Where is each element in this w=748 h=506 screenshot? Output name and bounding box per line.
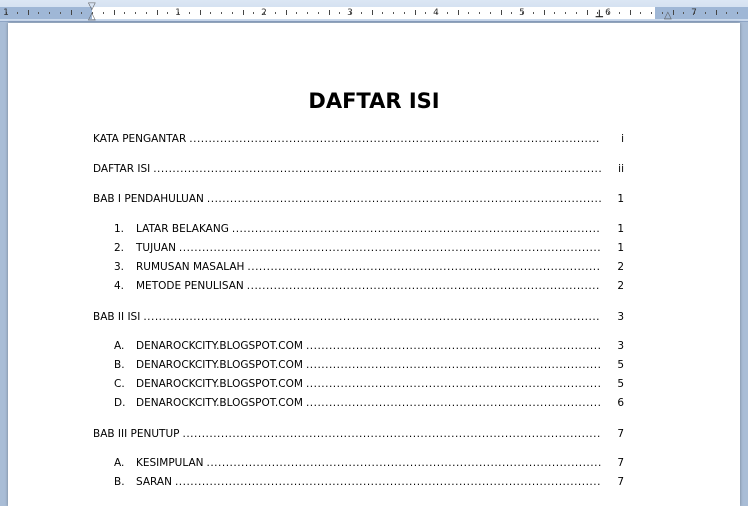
toc-number: A. <box>114 340 125 352</box>
ruler-tick <box>705 12 706 14</box>
toc-page-number: 3 <box>617 311 624 323</box>
toc-entry <box>114 378 604 392</box>
toc-label: DENAROCKCITY.BLOGSPOT.COM <box>136 340 303 352</box>
toc-entry <box>114 340 604 354</box>
toc-page-number: 2 <box>617 280 624 292</box>
ruler-tick <box>630 10 631 15</box>
ruler-tick <box>415 10 416 15</box>
toc-label: SARAN <box>136 476 172 488</box>
ruler-tick <box>404 12 405 14</box>
ruler-tick <box>372 10 373 15</box>
ruler-tick <box>318 12 319 14</box>
ruler-tick <box>726 12 727 14</box>
toc-page-number: 1 <box>617 193 624 205</box>
ruler-tick <box>135 12 136 14</box>
ruler-number: 3 <box>347 8 353 18</box>
right-indent-marker[interactable]: △ <box>664 10 672 21</box>
ruler-tick <box>307 12 308 14</box>
toc-label: DENAROCKCITY.BLOGSPOT.COM <box>136 359 303 371</box>
toc-page-number: 2 <box>617 261 624 273</box>
ruler-tick <box>587 10 588 15</box>
toc-entry <box>114 397 604 411</box>
toc-number: A. <box>114 457 125 469</box>
toc-page-number: 5 <box>617 359 624 371</box>
ruler-tick <box>651 12 652 14</box>
toc-label: DAFTAR ISI <box>93 163 151 175</box>
toc-entry <box>93 428 604 442</box>
toc-number: 4. <box>114 280 125 292</box>
toc-label: BAB I PENDAHULUAN <box>93 193 204 205</box>
ruler-tick <box>544 10 545 15</box>
ruler-tick <box>114 10 115 15</box>
ruler-tick <box>146 12 147 14</box>
toc-page-number: 3 <box>617 340 624 352</box>
ruler-tick <box>490 12 491 14</box>
toc-number: B. <box>114 476 125 488</box>
toc-label: METODE PENULISAN <box>136 280 244 292</box>
ruler-tick <box>468 12 469 14</box>
toc-entry <box>93 311 604 325</box>
ruler-left-margin <box>0 7 92 19</box>
ruler-tick <box>243 10 244 15</box>
toc-number: C. <box>114 378 125 390</box>
ruler-tick <box>716 10 717 15</box>
ruler-tick <box>458 10 459 15</box>
ruler-tick <box>210 12 211 14</box>
ruler-tick <box>286 10 287 15</box>
toc-page-number: 1 <box>617 223 624 235</box>
toc-number: 2. <box>114 242 125 254</box>
toc-number: B. <box>114 359 125 371</box>
toc-label: KATA PENGANTAR <box>93 133 187 145</box>
ruler-tick <box>253 12 254 14</box>
ruler-number: 1 <box>175 8 181 18</box>
toc-number: 1. <box>114 223 125 235</box>
toc-label: KESIMPULAN <box>136 457 204 469</box>
document-page[interactable] <box>8 23 740 506</box>
ruler-tick <box>200 10 201 15</box>
toc-label: DENAROCKCITY.BLOGSPOT.COM <box>136 378 303 390</box>
ruler-tick <box>565 12 566 14</box>
ruler-track <box>0 7 748 19</box>
toc-entry <box>114 261 604 275</box>
ruler-tick <box>28 10 29 15</box>
ruler-tick <box>60 12 61 14</box>
ruler-tick <box>576 12 577 14</box>
ruler-tick <box>157 10 158 15</box>
ruler-tick <box>662 12 663 14</box>
ruler-tick <box>221 12 222 14</box>
ruler-number: 4 <box>433 8 439 18</box>
toc-number: 3. <box>114 261 125 273</box>
ruler-number: 5 <box>519 8 525 18</box>
ruler-tick <box>619 12 620 14</box>
toc-entry <box>114 457 604 471</box>
ruler-tick <box>81 12 82 14</box>
toc-entry <box>114 476 604 490</box>
page-title: DAFTAR ISI <box>308 89 440 113</box>
ruler-tick <box>329 10 330 15</box>
ruler-tick <box>103 12 104 14</box>
right-tab-stop[interactable]: ⊥ <box>595 9 604 20</box>
ruler-number: 7 <box>691 8 697 18</box>
toc-label: BAB III PENUTUP <box>93 428 180 440</box>
first-line-indent-marker[interactable]: ▽ <box>88 1 96 12</box>
ruler-tick <box>167 12 168 14</box>
ruler-tick <box>447 12 448 14</box>
toc-page-number: ii <box>618 163 624 175</box>
ruler-tick <box>511 12 512 14</box>
ruler-number: 6 <box>605 8 611 18</box>
ruler-tick <box>17 12 18 14</box>
ruler-tick <box>393 12 394 14</box>
ruler-tick <box>189 12 190 14</box>
toc-label: TUJUAN <box>136 242 176 254</box>
ruler-tick <box>737 12 738 14</box>
toc-entry <box>93 133 604 147</box>
ruler-tick <box>49 12 50 14</box>
ruler-tick <box>296 12 297 14</box>
ruler-tick <box>339 12 340 14</box>
ruler-tick <box>275 12 276 14</box>
toc-page-number: 1 <box>617 242 624 254</box>
toc-entry <box>93 163 604 177</box>
toc-label: DENAROCKCITY.BLOGSPOT.COM <box>136 397 303 409</box>
ruler-tick <box>683 12 684 14</box>
toc-label: RUMUSAN MASALAH <box>136 261 245 273</box>
toc-entry <box>114 242 604 256</box>
horizontal-ruler[interactable] <box>0 0 748 22</box>
ruler-tick <box>124 12 125 14</box>
ruler-tick <box>533 12 534 14</box>
ruler-tick <box>38 12 39 14</box>
ruler-tick <box>640 12 641 14</box>
ruler-tick <box>361 12 362 14</box>
ruler-tick <box>382 12 383 14</box>
ruler-tick <box>425 12 426 14</box>
toc-page-number: i <box>621 133 624 145</box>
ruler-tick <box>71 10 72 15</box>
ruler-number: 2 <box>261 8 267 18</box>
ruler-tick <box>554 12 555 14</box>
left-indent-marker[interactable]: △ <box>88 11 96 22</box>
ruler-tick <box>232 12 233 14</box>
toc-page-number: 7 <box>617 476 624 488</box>
toc-number: D. <box>114 397 126 409</box>
ruler-tick <box>673 10 674 15</box>
toc-entry <box>93 193 604 207</box>
toc-entry <box>114 359 604 373</box>
ruler-tick <box>479 12 480 14</box>
toc-label: LATAR BELAKANG <box>136 223 229 235</box>
ruler-tick <box>501 10 502 15</box>
toc-label: BAB II ISI <box>93 311 141 323</box>
toc-page-number: 6 <box>617 397 624 409</box>
toc-entry <box>114 280 604 294</box>
toc-page-number: 5 <box>617 378 624 390</box>
toc-entry <box>114 223 604 237</box>
ruler-number: 1 <box>3 8 9 18</box>
toc-page-number: 7 <box>617 428 624 440</box>
toc-page-number: 7 <box>617 457 624 469</box>
